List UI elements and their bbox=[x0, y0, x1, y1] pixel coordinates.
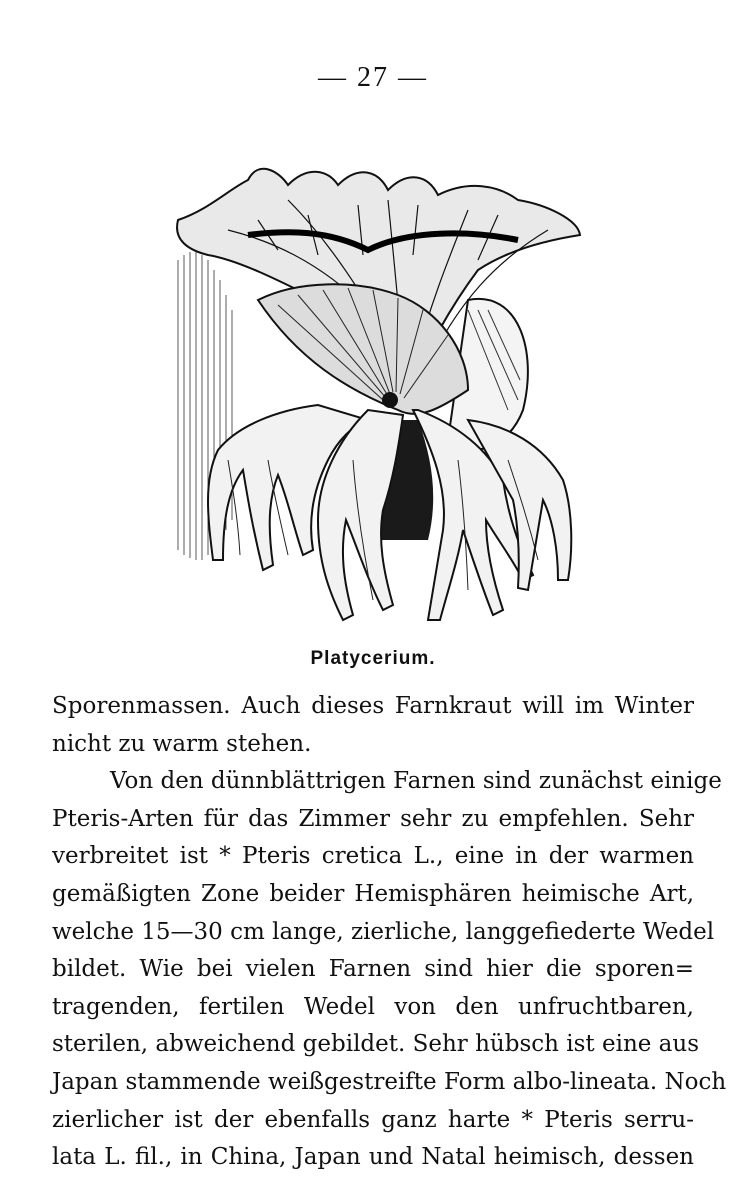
body-text bbox=[52, 688, 727, 1177]
figure-caption: Platycerium. bbox=[310, 648, 436, 669]
text-line: Von den dünnblättrigen Farnen sind zunächst einige bbox=[110, 768, 722, 795]
text-line: welche 15—30 cm lange, zierliche, langgefiederte Wedel bbox=[52, 918, 715, 945]
text-line: tragenden, fertilen Wedel von den unfruchtbaren, bbox=[52, 993, 694, 1020]
text-line: nicht zu warm stehen. bbox=[52, 730, 312, 757]
platycerium-illustration bbox=[168, 160, 588, 640]
staghorn-fern-engraving bbox=[168, 160, 588, 640]
text-line: zierlicher ist der ebenfalls ganz harte * Pteris serru- bbox=[52, 1106, 694, 1133]
text-line: verbreitet ist * Pteris cretica L., eine in der warmen bbox=[52, 843, 694, 870]
text-line: gemäßigten Zone beider Hemisphären heimische Art, bbox=[52, 880, 694, 907]
text-line: bildet. Wie bei vielen Farnen sind hier die sporen= bbox=[52, 956, 694, 983]
text-line: sterilen, abweichend gebildet. Sehr hübsch ist eine aus bbox=[52, 1031, 700, 1058]
text-line: Pteris-Arten für das Zimmer sehr zu empfehlen. Sehr bbox=[52, 805, 694, 832]
page-number: — 27 — bbox=[318, 62, 428, 93]
text-line: Sporenmassen. Auch dieses Farnkraut will im Winter bbox=[52, 693, 694, 719]
text-line: lata L. fil., in China, Japan und Natal heimisch, dessen bbox=[52, 1144, 694, 1171]
text-line: Japan stammende weißgestreifte Form albo-lineata. Noch bbox=[52, 1068, 727, 1095]
